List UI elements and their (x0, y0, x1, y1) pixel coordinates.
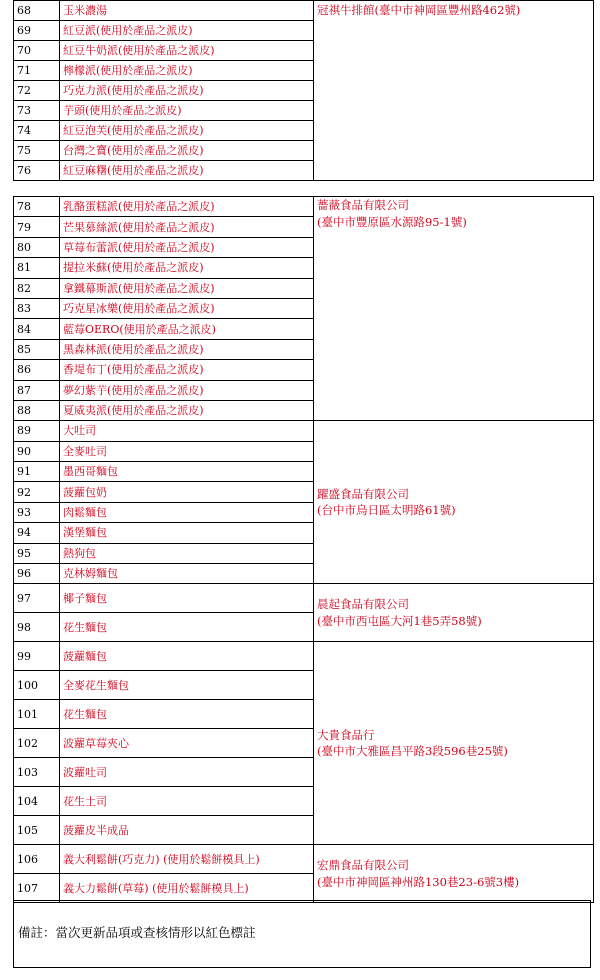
item-name: 波蘿吐司 (60, 758, 314, 787)
item-name: 菠蘿麵包 (60, 642, 314, 671)
vendor-address: (臺中市大雅區昌平路3段596巷25號) (317, 744, 508, 759)
vendor-name: 躍盛食品有限公司 (317, 486, 409, 501)
item-number: 106 (14, 845, 60, 874)
item-number: 105 (14, 816, 60, 845)
table-row (14, 642, 594, 671)
item-name: 芒果慕絲派(使用於產品之派皮) (60, 217, 314, 237)
item-number: 97 (14, 584, 60, 613)
remark-text: 備註：當次更新品項或查核情形以紅色標註 (18, 925, 256, 940)
item-name: 全麥吐司 (60, 441, 314, 461)
item-number: 74 (14, 121, 60, 141)
item-number: 79 (14, 217, 60, 237)
table-row (14, 421, 594, 441)
item-name: 椰子麵包 (60, 584, 314, 613)
item-name: 巧克星冰樂(使用於產品之派皮) (60, 298, 314, 318)
vendor-cell: 冠祺牛排館(臺中市神岡區豐州路462號) (314, 1, 594, 21)
item-number: 75 (14, 141, 60, 161)
item-number: 101 (14, 700, 60, 729)
vendor-cell (314, 421, 594, 584)
item-number: 86 (14, 360, 60, 380)
item-number: 98 (14, 613, 60, 642)
table-row (14, 141, 594, 161)
item-name: 乳酪蛋糕派(使用於產品之派皮) (60, 197, 314, 217)
item-number: 93 (14, 502, 60, 522)
vendor-name: 宏鼎食品有限公司 (317, 858, 409, 873)
item-name: 紅豆牛奶派(使用於產品之派皮) (60, 41, 314, 61)
item-number: 81 (14, 258, 60, 278)
item-name: 菠蘿皮半成品 (60, 816, 314, 845)
item-number: 78 (14, 197, 60, 217)
item-name: 義大利鬆餅(巧克力) (使用於鬆餅模具上) (60, 845, 314, 874)
item-name: 香堤布丁(使用於產品之派皮) (60, 360, 314, 380)
item-number: 76 (14, 161, 60, 181)
vendor-address: (台中市烏日區太明路61號) (317, 503, 456, 518)
item-name: 花生麵包 (60, 700, 314, 729)
item-number: 73 (14, 101, 60, 121)
item-name: 巧克力派(使用於產品之派皮) (60, 81, 314, 101)
vendor-cell (314, 81, 594, 101)
item-name: 熱狗包 (60, 543, 314, 563)
table-row (14, 845, 594, 874)
item-name: 草莓布蕾派(使用於產品之派皮) (60, 237, 314, 257)
table-row (14, 21, 594, 41)
vendor-table-part-1 (13, 0, 594, 181)
item-name: 藍莓OERO(使用於產品之派皮) (60, 319, 314, 339)
item-name: 夢幻紫芋(使用於產品之派皮) (60, 380, 314, 400)
vendor-cell (314, 41, 594, 61)
item-number: 102 (14, 729, 60, 758)
item-name: 菠蘿包奶 (60, 482, 314, 502)
item-name: 墨西哥麵包 (60, 462, 314, 482)
vendor-cell (314, 101, 594, 121)
vendor-cell (314, 161, 594, 181)
item-name: 檸檬派(使用於產品之派皮) (60, 61, 314, 81)
item-number: 99 (14, 642, 60, 671)
vendor-cell (314, 845, 594, 903)
vendor-cell (314, 584, 594, 642)
item-number: 95 (14, 543, 60, 563)
table-row (14, 161, 594, 181)
vendor-cell (314, 642, 594, 845)
vendor-address: (臺中市西屯區大河1巷5弄58號) (317, 613, 482, 628)
page-break (13, 186, 591, 191)
vendor-address: (臺中市神岡區神州路130巷23-6號3樓) (317, 874, 520, 889)
vendor-cell (314, 121, 594, 141)
table-row (14, 41, 594, 61)
item-number: 82 (14, 278, 60, 298)
item-number: 94 (14, 523, 60, 543)
item-number: 70 (14, 41, 60, 61)
item-name: 漢堡麵包 (60, 523, 314, 543)
item-number: 80 (14, 237, 60, 257)
item-number: 100 (14, 671, 60, 700)
vendor-cell (314, 61, 594, 81)
vendor-name: 薔薇食品有限公司 (317, 198, 409, 212)
vendor-name: 大貴食品行 (317, 727, 375, 742)
item-name: 芋頭(使用於產品之派皮) (60, 101, 314, 121)
item-number: 87 (14, 380, 60, 400)
item-number: 68 (14, 1, 60, 21)
item-name: 黑森林派(使用於產品之派皮) (60, 339, 314, 359)
item-name: 義大力鬆餅(草莓) (使用於鬆餅模具上) (60, 874, 314, 903)
item-number: 90 (14, 441, 60, 461)
item-number: 92 (14, 482, 60, 502)
item-name: 大吐司 (60, 421, 314, 441)
table-row (14, 584, 594, 613)
vendor-table-part-2 (13, 196, 594, 903)
item-number: 88 (14, 400, 60, 420)
item-name: 花生土司 (60, 787, 314, 816)
item-number: 103 (14, 758, 60, 787)
item-name: 拿鐵幕斯派(使用於產品之派皮) (60, 278, 314, 298)
table-row (14, 61, 594, 81)
item-number: 96 (14, 564, 60, 584)
item-name: 花生麵包 (60, 613, 314, 642)
vendor-cell (314, 141, 594, 161)
vendor-cell (314, 21, 594, 41)
item-name: 克林姆麵包 (60, 564, 314, 584)
vendor-name: 晨起食品有限公司 (317, 597, 409, 612)
item-number: 107 (14, 874, 60, 903)
item-name: 波蘿草莓夾心 (60, 729, 314, 758)
item-number: 72 (14, 81, 60, 101)
item-name: 玉米濃湯 (60, 1, 314, 21)
item-number: 85 (14, 339, 60, 359)
item-number: 84 (14, 319, 60, 339)
item-number: 71 (14, 61, 60, 81)
item-number: 89 (14, 421, 60, 441)
item-name: 台灣之寶(使用於產品之派皮) (60, 141, 314, 161)
item-number: 83 (14, 298, 60, 318)
item-number: 69 (14, 21, 60, 41)
item-name: 夏威夷派(使用於產品之派皮) (60, 400, 314, 420)
table-row (14, 121, 594, 141)
item-number: 104 (14, 787, 60, 816)
item-name: 紅豆麻糬(使用於產品之派皮) (60, 161, 314, 181)
table-row (14, 81, 594, 101)
remark-box (13, 900, 591, 968)
item-name: 提拉米蘇(使用於產品之派皮) (60, 258, 314, 278)
item-name: 紅豆泡芙(使用於產品之派皮) (60, 121, 314, 141)
table-row (14, 1, 594, 21)
item-number: 91 (14, 462, 60, 482)
vendor-address: (臺中市豐原區水源路95-1號) (317, 214, 467, 229)
vendor-cell (314, 197, 594, 421)
item-name: 全麥花生麵包 (60, 671, 314, 700)
item-name: 紅豆派(使用於產品之派皮) (60, 21, 314, 41)
table-row (14, 197, 594, 217)
table-row (14, 101, 594, 121)
item-name: 肉鬆麵包 (60, 502, 314, 522)
